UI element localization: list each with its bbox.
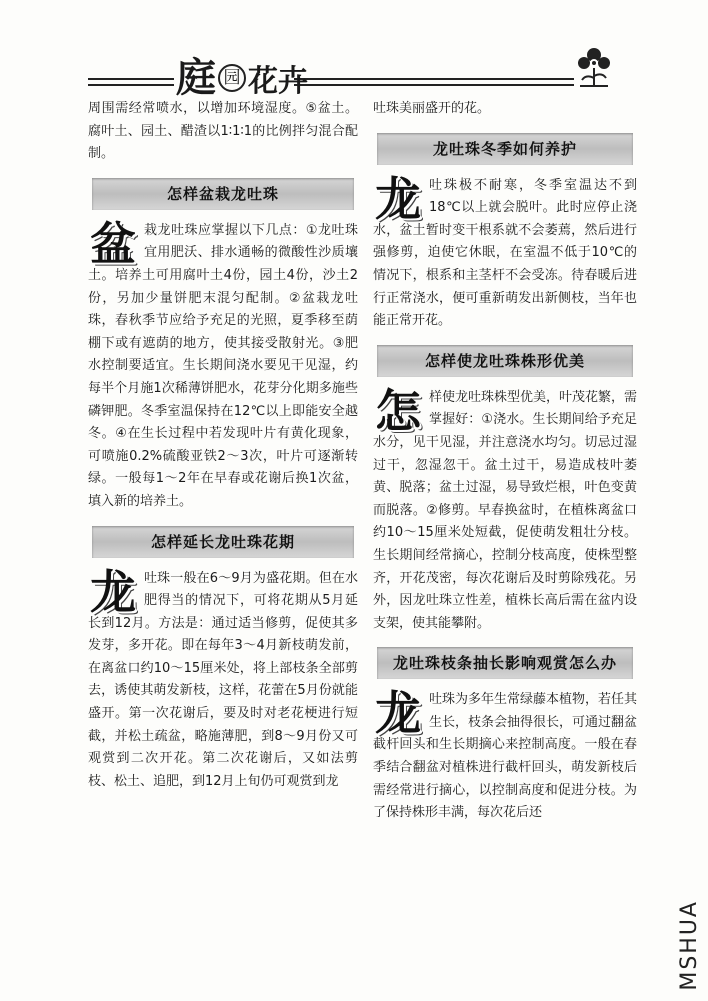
page-header (88, 40, 608, 101)
header-rule (294, 78, 574, 80)
header-rule (88, 84, 174, 86)
brand-char-1: 庭 (176, 54, 216, 101)
drop-cap: 龙 (90, 564, 136, 619)
left-column (88, 98, 358, 793)
article-text: 吐珠为多年生常绿藤本植物，若任其生长，枝条会抽得很长，可通过翻盆截杆回头和生长期摘心来控制高度。一般在春季结合翻盆对植株进行截杆回头，萌发新枝后需经常进行摘心，以控制高度和促进分枝。为了保持株形丰满，每次花后还 (373, 692, 638, 821)
article-text: 吐珠一般在6～9月为盛花期。但在水肥得当的情况下，可将花期从5月延长到12月。方法是：通过适当修剪，促使其多发芽，多开花。即在每年3～4月新枝萌发前，在离盆口约10～15厘米处，将上部枝条全部剪去，诱使其萌发新枝，这样，花蕾在5月份就能盛开。第一次花谢后，要及时对老花梗进行短截，并松土疏盆，略施薄肥，到8～9月份又可观赏到二次开花。第二次花谢后，又如法剪枝、松土、追肥，到12月上旬仍可观赏到龙 (88, 570, 358, 789)
watermark: MSHUA (677, 900, 702, 991)
brand-char-3: 花卉 (248, 64, 308, 99)
article-text: 样使龙吐珠株型优美，叶茂花繁，需掌握好：①浇水。生长期间给予充足水分，见干见湿，并注意浇水均匀。切忌过湿过干，忽湿忽干。盆土过干，易造成枝叶萎黄、脱落；盆土过湿，易导致烂根，叶色变黄而脱落。②修剪。早春换盆时，在植株离盆口约10～15厘米处短截，促使萌发粗壮分枝。生长期间经常摘心，控制分枝高度，使株型整齐，开花茂密，每次花谢后及时剪除残花。另外，因龙吐珠立性差，植株长高后需在盆内设支架，使其能攀附。 (373, 389, 638, 631)
article-potting (88, 216, 358, 514)
section-title-shape: 怎样使龙吐珠株形优美 (377, 345, 633, 377)
section-title-potting: 怎样盆栽龙吐珠 (92, 178, 354, 210)
header-rule (294, 84, 574, 86)
section-brand (176, 46, 308, 103)
section-title-branches: 龙吐珠枝条抽长影响观赏怎么办 (377, 647, 633, 679)
article-text: 吐珠极不耐寒，冬季室温达不到18℃以上就会脱叶。此时应停止浇水，盆土暂时变干根系就不会萎蔫，然后进行强修剪，迫使它休眠，在室温不低于10℃的情况下，根系和主茎杆不会受冻。待春暖后进行正常浇水，便可重新萌发出新侧枝，当年也能正常开花。 (373, 177, 637, 329)
article-bloom (88, 564, 358, 794)
header-rule (88, 78, 174, 80)
section-title-winter: 龙吐珠冬季如何养护 (377, 133, 633, 165)
continued-paragraph: 吐珠美丽盛开的花。 (373, 101, 491, 116)
drop-cap: 怎 (375, 383, 421, 438)
article-winter (373, 171, 637, 333)
section-title-bloom: 怎样延长龙吐珠花期 (92, 526, 354, 558)
article-branches (373, 686, 638, 825)
drop-cap: 龙 (375, 171, 421, 226)
drop-cap: 龙 (375, 686, 421, 741)
article-shape (373, 383, 638, 636)
right-column (373, 98, 637, 825)
continued-paragraph: 周围需经常喷水，以增加环境湿度。⑤盆土。腐叶土、园土、醋渣以1∶1∶1的比例拌匀混合配制。 (88, 101, 358, 162)
drop-cap: 盆 (90, 216, 136, 271)
brand-char-2: 园 (218, 64, 246, 92)
flower-logo-icon (574, 46, 614, 90)
article-text: 栽龙吐珠应掌握以下几点：①龙吐珠宜用肥沃、排水通畅的微酸性沙质壤土。培养土可用腐叶土4份，园土4份，沙土2份，另加少量饼肥末混匀配制。②盆栽龙吐珠，春秋季节应给予充足的光照，夏季移至荫棚下或有遮荫的地方，使其接受散射光。③肥水控制要适宜。生长期间浇水要见干见湿，约每半个月施1次稀薄饼肥水，花芽分化期多施些磷钾肥。冬季室温保持在12℃以上即能安全越冬。④在生长过程中若发现叶片有黄化现象，可喷施0.2%硫酸亚铁2～3次，叶片可逐渐转绿。一般每1～2年在早春或花谢后换1次盆，填入新的培养土。 (88, 222, 358, 509)
